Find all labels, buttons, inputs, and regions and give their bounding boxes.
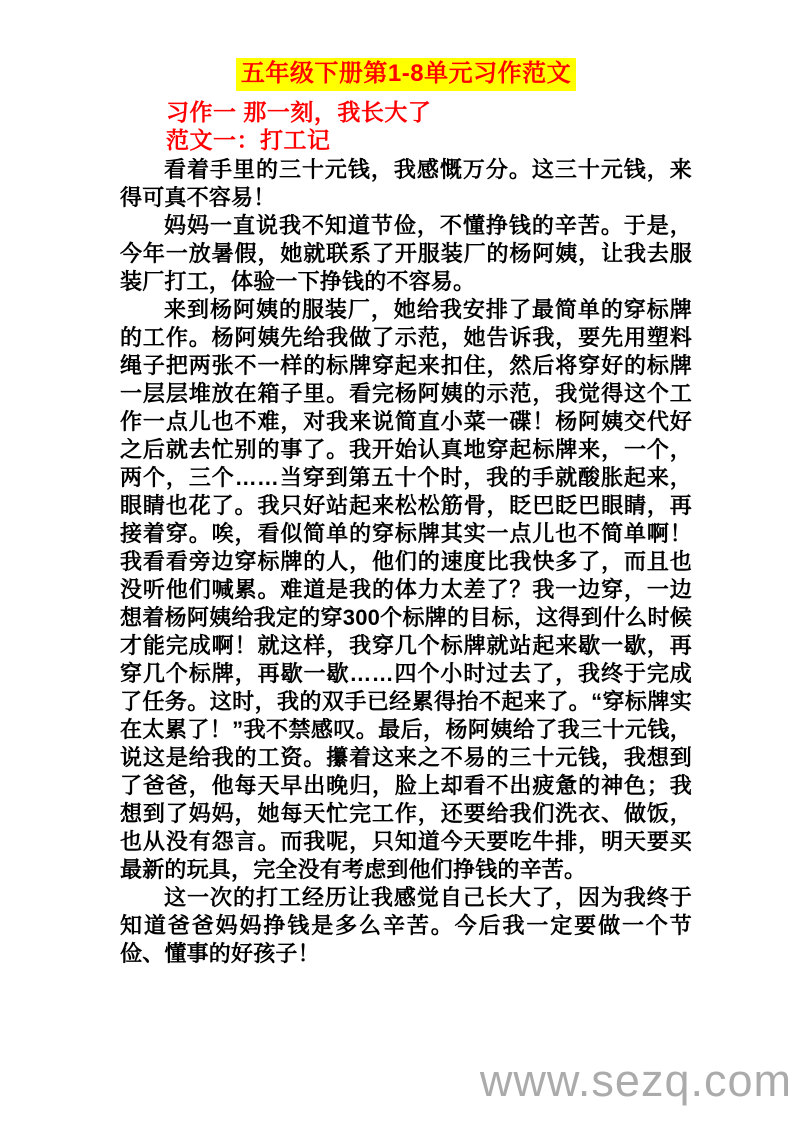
section-heading-unit: 习作一 那一刻，我长大了 [166,99,432,125]
document-title-row [120,58,692,92]
document-title: 五年级下册第1-8单元习作范文 [236,58,576,91]
watermark: www.sezq.com [479,1055,792,1106]
section-heading-essay: 范文一：打工记 [166,127,331,153]
essay-paragraph: 看着手里的三十元钱，我感慨万分。这三十元钱，来得可真不容易！ [120,157,692,210]
essay-body [120,156,692,968]
essay-paragraph: 妈妈一直说我不知道节俭，不懂挣钱的辛苦。于是，今年一放暑假，她就联系了开服装厂的杨阿姨，让我去服装厂打工，体验一下挣钱的不容易。 [120,213,692,294]
essay-paragraph: 来到杨阿姨的服装厂，她给我安排了最简单的穿标牌的工作。杨阿姨先给我做了示范，她告诉我，要先用塑料绳子把两张不一样的标牌穿起来扣住，然后将穿好的标牌一层层堆放在箱子里。看完杨阿姨的示范，我觉得这个工作一点儿也不难，对我来说简直小菜一碟！杨阿姨交代好之后就去忙别的事了。我开始认真地穿起标牌来，一个，两个，三个……当穿到第五十个时，我的手就酸胀起来，眼睛也花了。我只好站起来松松筋骨，眨巴眨巴眼睛，再接着穿。唉，看似简单的穿标牌其实一点儿也不简单啊！我看看旁边穿标牌的人，他们的速度比我快多了，而且也没听他们喊累。难道是我的体力太差了？我一边穿，一边想着杨阿姨给我定的穿300个标牌的目标，这得到什么时候才能完成啊！就这样，我穿几个标牌就站起来歇一歇，再穿几个标牌，再歇一歇……四个小时过去了，我终于完成了任务。这时，我的双手已经累得抬不起来了。“穿标牌实在太累了！”我不禁感叹。最后，杨阿姨给了我三十元钱，说这是给我的工资。攥着这来之不易的三十元钱，我想到了爸爸，他每天早出晚归，脸上却看不出疲惫的神色；我想到了妈妈，她每天忙完工作，还要给我们洗衣、做饭，也从没有怨言。而我呢，只知道今天要吃牛排，明天要买最新的玩具，完全没有考虑到他们挣钱的辛苦。 [120,297,692,882]
essay-paragraph: 这一次的打工经历让我感觉自己长大了，因为我终于知道爸爸妈妈挣钱是多么辛苦。今后我一定要做一个节俭、懂事的好孩子！ [120,885,692,966]
document-content [120,58,692,968]
